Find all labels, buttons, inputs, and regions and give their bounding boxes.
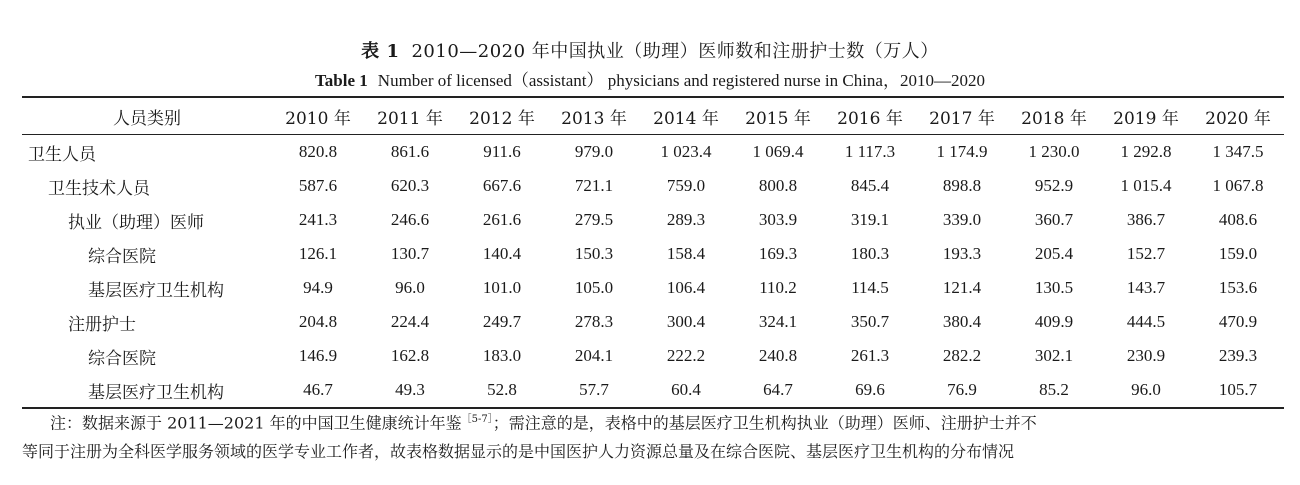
table-cell: 57.7: [579, 380, 609, 399]
header-year: 2015 年: [745, 108, 811, 129]
note-reference: ［5-7］: [461, 414, 493, 425]
table-cell: 350.7: [850, 312, 890, 331]
table-cell: 620.3: [390, 176, 430, 195]
table-cell: 246.6: [390, 210, 430, 229]
table-cell: 1 174.9: [936, 142, 988, 161]
table-cell: 911.6: [483, 142, 521, 161]
table-title-chinese-text: 2010—2020 年中国执业（助理）医师数和注册护士数（万人）: [411, 41, 939, 62]
table-cell: 153.6: [1218, 278, 1258, 297]
table-cell: 204.1: [574, 346, 614, 365]
table-label-english: Table 1: [315, 71, 368, 90]
table-cell: 300.4: [666, 312, 706, 331]
table-cell: 261.6: [482, 210, 522, 229]
row-category-label: 综合医院: [88, 246, 156, 267]
row-category-label: 综合医院: [88, 348, 156, 369]
header-year: 2012 年: [469, 108, 535, 129]
row-category-label: 卫生人员: [28, 144, 96, 165]
table-cell: 180.3: [850, 244, 890, 263]
table-cell: 159.0: [1218, 244, 1258, 263]
table-cell: 240.8: [758, 346, 798, 365]
note-text-2: ；需注意的是，表格中的基层医疗卫生机构执业（助理）医师、注册护士并不: [492, 413, 1037, 433]
table-cell: 60.4: [671, 380, 701, 399]
row-category-label: 基层医疗卫生机构: [88, 280, 224, 301]
header-year: 2010 年: [285, 108, 351, 129]
header-year: 2020 年: [1205, 108, 1271, 129]
table-cell: 169.3: [758, 244, 798, 263]
table-cell: 279.5: [574, 210, 614, 229]
table-cell: 105.7: [1218, 380, 1258, 399]
table-cell: 140.4: [482, 244, 522, 263]
table-cell: 96.0: [1131, 380, 1161, 399]
table-cell: 205.4: [1034, 244, 1074, 263]
table-row: [22, 169, 1284, 203]
table-cell: 278.3: [574, 312, 614, 331]
table-cell: 1 015.4: [1120, 176, 1172, 195]
table-title-english: [0, 66, 1300, 91]
row-category-label: 注册护士: [68, 314, 136, 335]
note-line-1: [22, 405, 1284, 437]
table-row: [22, 237, 1284, 271]
table-cell: 587.6: [298, 176, 338, 195]
table-cell: 721.1: [574, 176, 614, 195]
table-cell: 239.3: [1218, 346, 1258, 365]
table-cell: 110.2: [759, 278, 797, 297]
table-cell: 126.1: [298, 244, 338, 263]
header-year: 2017 年: [929, 108, 995, 129]
table-cell: 470.9: [1218, 312, 1258, 331]
note-line-2: 等同于注册为全科医学服务领域的医学专业工作者，故表格数据显示的是中国医护人力资源总量及在综合医院、基层医疗卫生机构的分布情况: [22, 442, 1015, 462]
table-row: [22, 305, 1284, 339]
table-cell: 820.8: [298, 142, 338, 161]
table-cell: 204.8: [298, 312, 338, 331]
table-cell: 282.2: [942, 346, 982, 365]
header-year: 2018 年: [1021, 108, 1087, 129]
table-cell: 845.4: [850, 176, 890, 195]
table-cell: 230.9: [1126, 346, 1166, 365]
header-year: 2011 年: [377, 108, 443, 129]
table-title-english-text: Number of licensed（assistant） physicians and registered nurse in China，2010—2020: [377, 71, 985, 90]
header-year: 2013 年: [561, 108, 627, 129]
table-row: [22, 203, 1284, 237]
table-row: [22, 373, 1284, 408]
table-cell: 222.2: [666, 346, 706, 365]
row-category-label: 卫生技术人员: [48, 178, 150, 199]
table-cell: 979.0: [574, 142, 614, 161]
table-cell: 96.0: [395, 278, 425, 297]
row-category-label: 执业（助理）医师: [68, 212, 204, 233]
table-cell: 130.5: [1034, 278, 1074, 297]
table-cell: 76.9: [947, 380, 977, 399]
table-cell: 1 347.5: [1212, 142, 1264, 161]
table-cell: 162.8: [390, 346, 430, 365]
table-cell: 302.1: [1034, 346, 1074, 365]
table-cell: 261.3: [850, 346, 890, 365]
table-cell: 386.7: [1126, 210, 1166, 229]
table-cell: 759.0: [666, 176, 706, 195]
table-label-chinese: 表 1: [361, 41, 400, 62]
header-category: 人员类别: [113, 108, 181, 129]
table-row: [22, 339, 1284, 373]
table-cell: 667.6: [482, 176, 522, 195]
table-cell: 46.7: [303, 380, 333, 399]
table-cell: 444.5: [1126, 312, 1166, 331]
table-cell: 409.9: [1034, 312, 1074, 331]
table-cell: 101.0: [482, 278, 522, 297]
table-cell: 1 067.8: [1212, 176, 1264, 195]
table-cell: 69.6: [855, 380, 885, 399]
table-cell: 303.9: [758, 210, 798, 229]
table-cell: 249.7: [482, 312, 522, 331]
table-cell: 241.3: [298, 210, 338, 229]
table-row: [22, 271, 1284, 305]
table-cell: 106.4: [666, 278, 706, 297]
note-text-1: 注：数据来源于 2011—2021 年的中国卫生健康统计年鉴: [50, 413, 462, 433]
table-cell: 224.4: [390, 312, 430, 331]
table-cell: 1 117.3: [844, 142, 896, 161]
table-cell: 85.2: [1039, 380, 1069, 399]
table-row: [22, 135, 1284, 170]
table-cell: 898.8: [942, 176, 982, 195]
table-cell: 319.1: [850, 210, 890, 229]
table-cell: 339.0: [942, 210, 982, 229]
table-cell: 114.5: [851, 278, 889, 297]
table-cell: 121.4: [942, 278, 982, 297]
table-cell: 952.9: [1034, 176, 1074, 195]
table-cell: 380.4: [942, 312, 982, 331]
table-header-row: [22, 97, 1284, 135]
data-table: [22, 96, 1284, 409]
table-cell: 1 292.8: [1120, 142, 1172, 161]
table-cell: 324.1: [758, 312, 798, 331]
table-cell: 143.7: [1126, 278, 1166, 297]
table-cell: 158.4: [666, 244, 706, 263]
table-cell: 1 023.4: [660, 142, 712, 161]
table-cell: 289.3: [666, 210, 706, 229]
table-cell: 408.6: [1218, 210, 1258, 229]
table-cell: 360.7: [1034, 210, 1074, 229]
table-cell: 193.3: [942, 244, 982, 263]
table-cell: 64.7: [763, 380, 793, 399]
table-cell: 52.8: [487, 380, 517, 399]
table-cell: 150.3: [574, 244, 614, 263]
table-cell: 861.6: [390, 142, 430, 161]
table-title-chinese: [0, 37, 1300, 63]
table-note: [22, 405, 1284, 466]
table-cell: 152.7: [1126, 244, 1166, 263]
table-body: [22, 135, 1284, 409]
table-cell: 183.0: [482, 346, 522, 365]
header-year: 2019 年: [1113, 108, 1179, 129]
table-cell: 800.8: [758, 176, 798, 195]
table-cell: 49.3: [395, 380, 425, 399]
table-cell: 1 069.4: [752, 142, 804, 161]
header-year: 2016 年: [837, 108, 903, 129]
table-cell: 94.9: [303, 278, 333, 297]
header-year: 2014 年: [653, 108, 719, 129]
table-cell: 130.7: [390, 244, 430, 263]
table-cell: 105.0: [574, 278, 614, 297]
row-category-label: 基层医疗卫生机构: [88, 382, 224, 403]
table-cell: 1 230.0: [1028, 142, 1080, 161]
table-cell: 146.9: [298, 346, 338, 365]
